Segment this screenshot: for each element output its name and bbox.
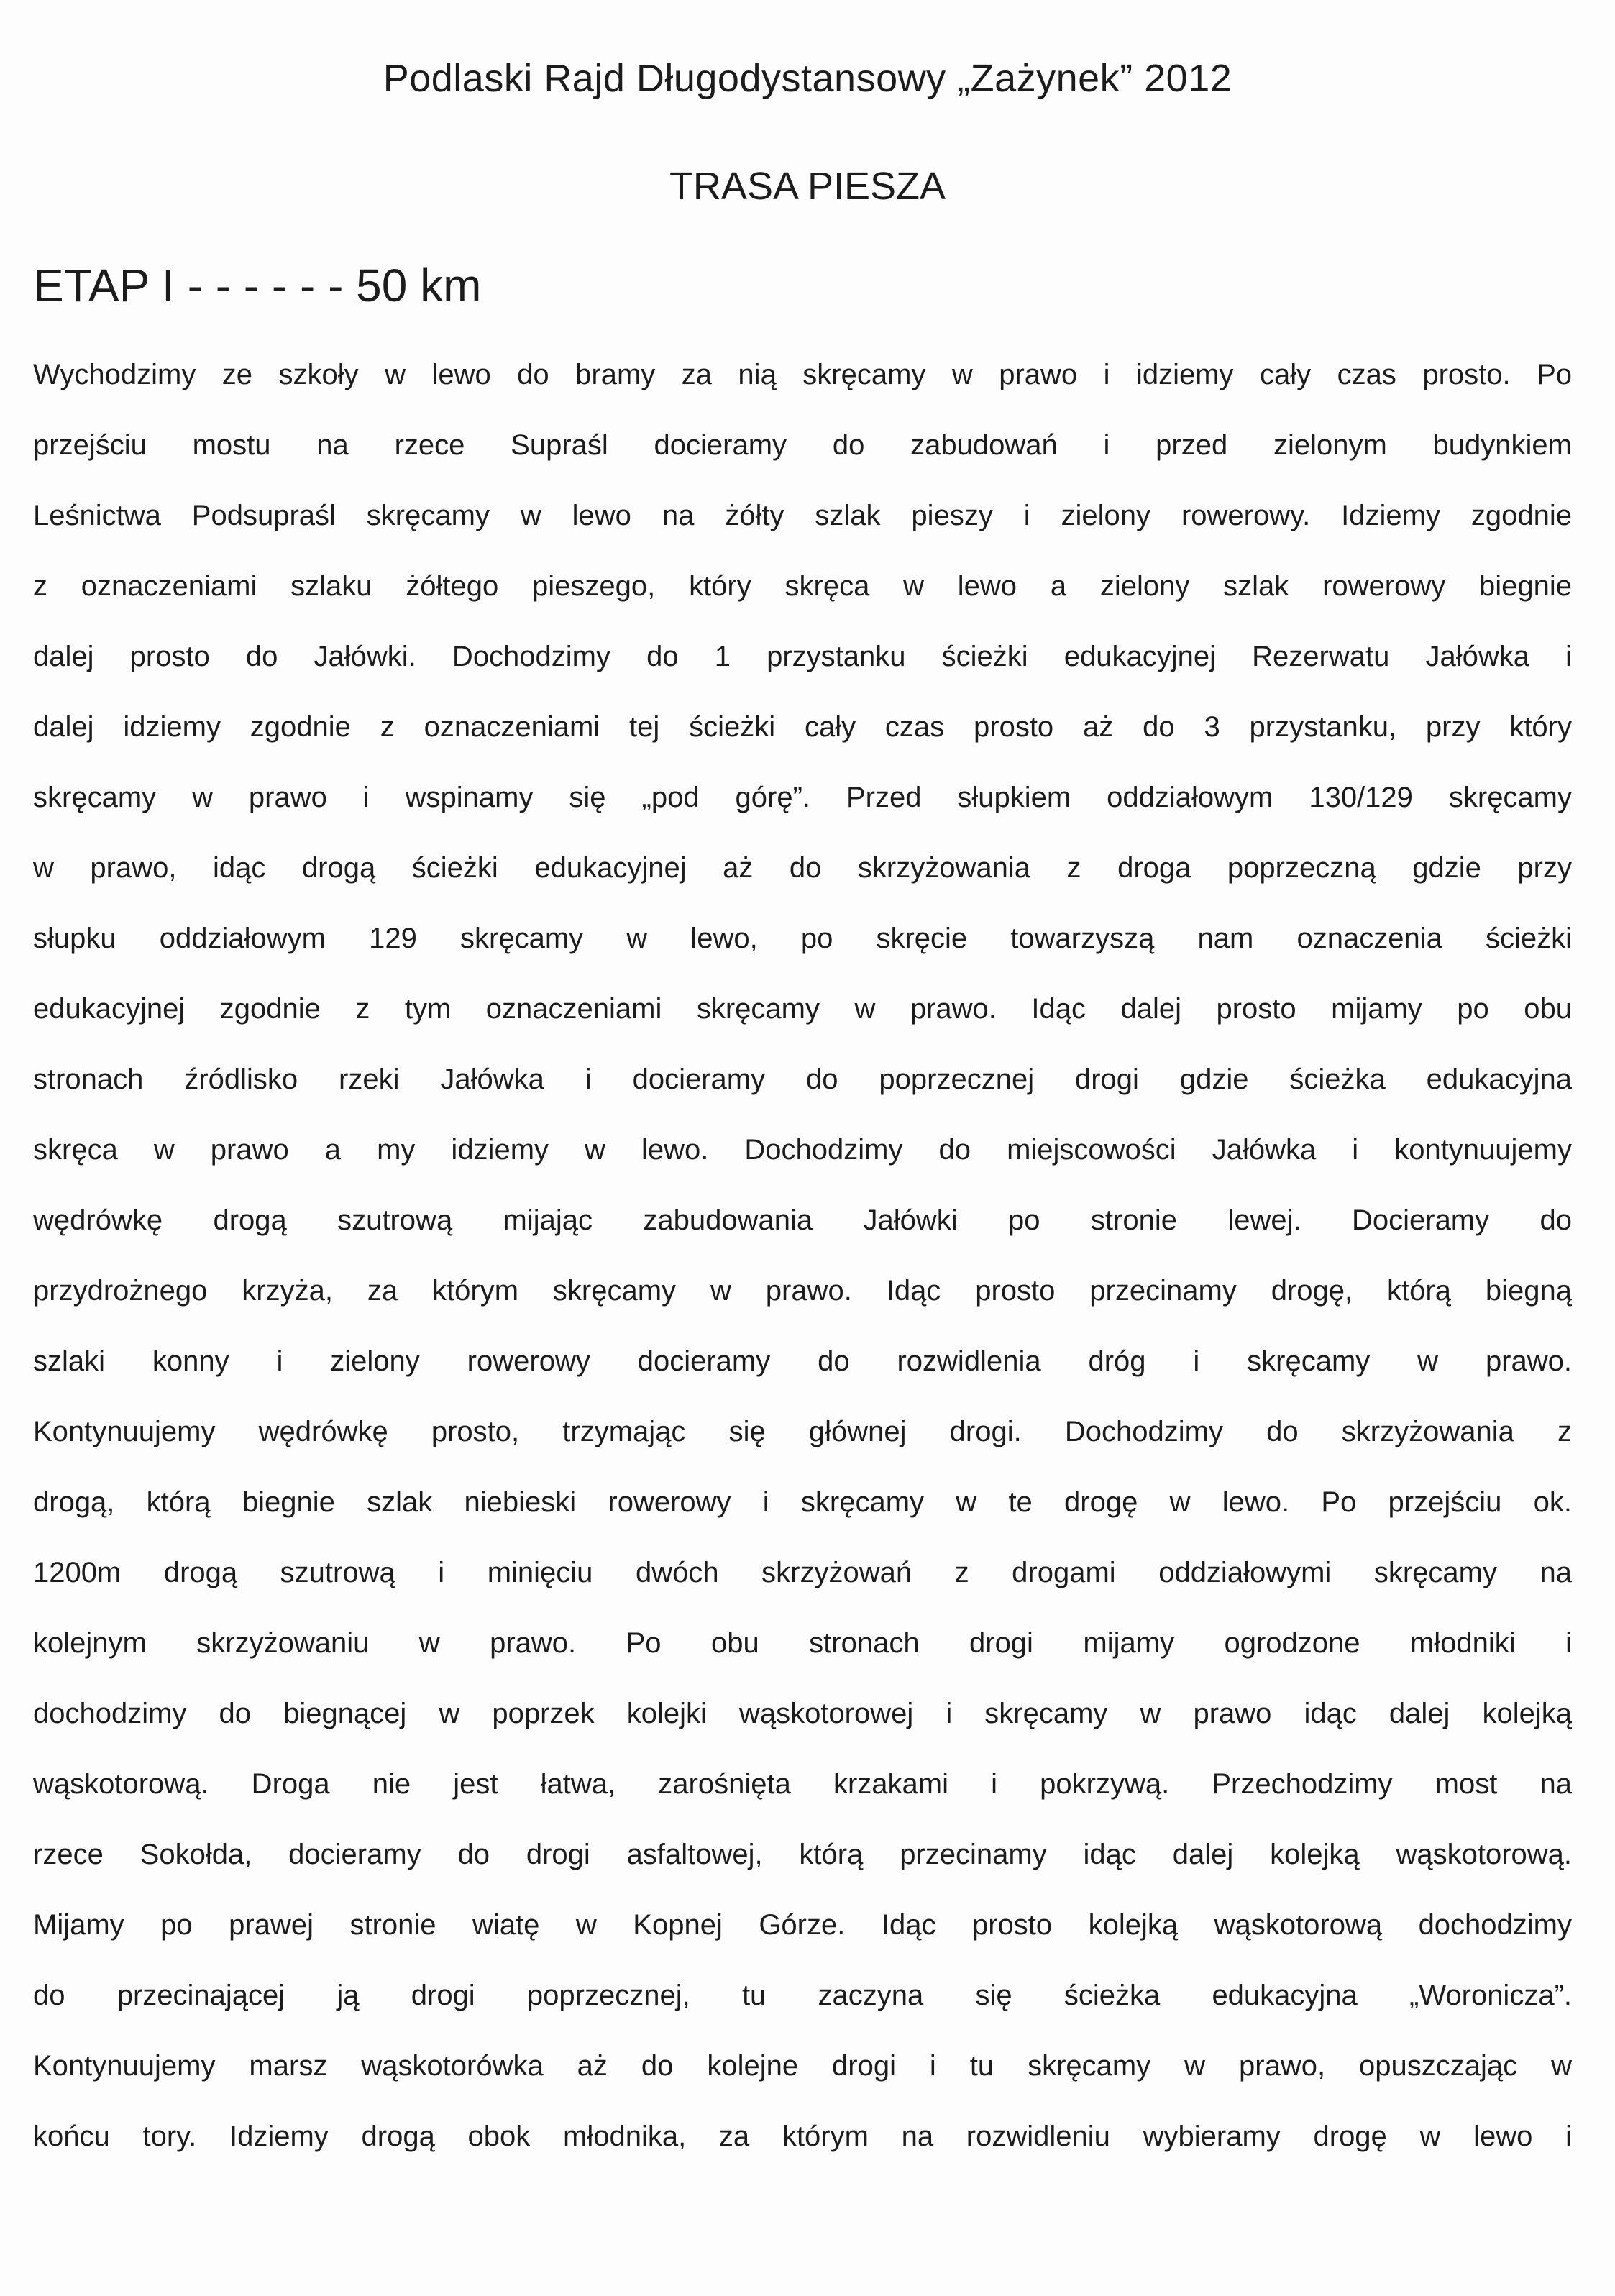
document-subtitle: TRASA PIESZA	[669, 165, 946, 208]
text-line: końcu tory. Idziemy drogą obok młodnika, za którym na rozwidleniu wybieramy drogę w lewo i	[33, 2121, 1572, 2152]
text-line: Kontynuujemy wędrówkę prosto, trzymając się głównej drogi. Dochodzimy do skrzyżowania z	[33, 1416, 1572, 1447]
text-line: 1200m drogą szutrową i minięciu dwóch skrzyżowań z drogami oddziałowymi skręcamy na	[33, 1557, 1572, 1588]
text-line: Wychodzimy ze szkoły w lewo do bramy za nią skręcamy w prawo i idziemy cały czas prosto. Po	[33, 359, 1572, 390]
text-line: stronach źródlisko rzeki Jałówka i docieramy do poprzecznej drogi gdzie ścieżka edukacyjna	[33, 1064, 1572, 1095]
text-line: dalej idziemy zgodnie z oznaczeniami tej ścieżki cały czas prosto aż do 3 przystanku, przy który	[33, 711, 1572, 743]
text-line: do przecinającej ją drogi poprzecznej, tu zaczyna się ścieżka edukacyjna „Woronicza”.	[33, 1980, 1572, 2011]
text-line: dochodzimy do biegnącej w poprzek kolejki wąskotorowej i skręcamy w prawo idąc dalej kolejką	[33, 1698, 1572, 1729]
text-line: szlaki konny i zielony rowerowy docieramy do rozwidlenia dróg i skręcamy w prawo.	[33, 1345, 1572, 1377]
text-line: Leśnictwa Podsupraśl skręcamy w lewo na żółty szlak pieszy i zielony rowerowy. Idziemy zgodnie	[33, 500, 1572, 531]
stage-heading: ETAP I - - - - - - 50 km	[33, 260, 482, 311]
text-line: w prawo, idąc drogą ścieżki edukacyjnej aż do skrzyżowania z droga poprzeczną gdzie przy	[33, 852, 1572, 884]
text-line: przejściu mostu na rzece Supraśl docieramy do zabudowań i przed zielonym budynkiem	[33, 429, 1572, 461]
text-line: rzece Sokołda, docieramy do drogi asfaltowej, którą przecinamy idąc dalej kolejką wąskotorową.	[33, 1839, 1572, 1870]
text-line: wąskotorową. Droga nie jest łatwa, zarośnięta krzakami i pokrzywą. Przechodzimy most na	[33, 1768, 1572, 1800]
text-line: skręca w prawo a my idziemy w lewo. Dochodzimy do miejscowości Jałówka i kontynuujemy	[33, 1134, 1572, 1166]
text-line: Kontynuujemy marsz wąskotorówka aż do kolejne drogi i tu skręcamy w prawo, opuszczając w	[33, 2050, 1572, 2082]
text-line: słupku oddziałowym 129 skręcamy w lewo, po skręcie towarzyszą nam oznaczenia ścieżki	[33, 923, 1572, 954]
text-line: drogą, którą biegnie szlak niebieski rowerowy i skręcamy w te drogę w lewo. Po przejściu ok.	[33, 1486, 1572, 1518]
text-line: skręcamy w prawo i wspinamy się „pod górę”. Przed słupkiem oddziałowym 130/129 skręcamy	[33, 782, 1572, 813]
text-line: przydrożnego krzyża, za którym skręcamy w prawo. Idąc prosto przecinamy drogę, którą biegną	[33, 1275, 1572, 1307]
text-line: wędrówkę drogą szutrową mijając zabudowania Jałówki po stronie lewej. Docieramy do	[33, 1204, 1572, 1236]
text-line: Mijamy po prawej stronie wiatę w Kopnej Górze. Idąc prosto kolejką wąskotorową dochodzimy	[33, 1909, 1572, 1941]
text-line: dalej prosto do Jałówki. Dochodzimy do 1 przystanku ścieżki edukacyjnej Rezerwatu Jałówka i	[33, 641, 1572, 672]
text-line: z oznaczeniami szlaku żółtego pieszego, który skręca w lewo a zielony szlak rowerowy biegnie	[33, 570, 1572, 602]
document-title: Podlaski Rajd Długodystansowy „Zażynek” 2012	[383, 57, 1232, 100]
text-line: edukacyjnej zgodnie z tym oznaczeniami skręcamy w prawo. Idąc dalej prosto mijamy po obu	[33, 993, 1572, 1025]
text-line: kolejnym skrzyżowaniu w prawo. Po obu stronach drogi mijamy ogrodzone młodniki i	[33, 1627, 1572, 1659]
route-description	[33, 339, 1572, 2172]
